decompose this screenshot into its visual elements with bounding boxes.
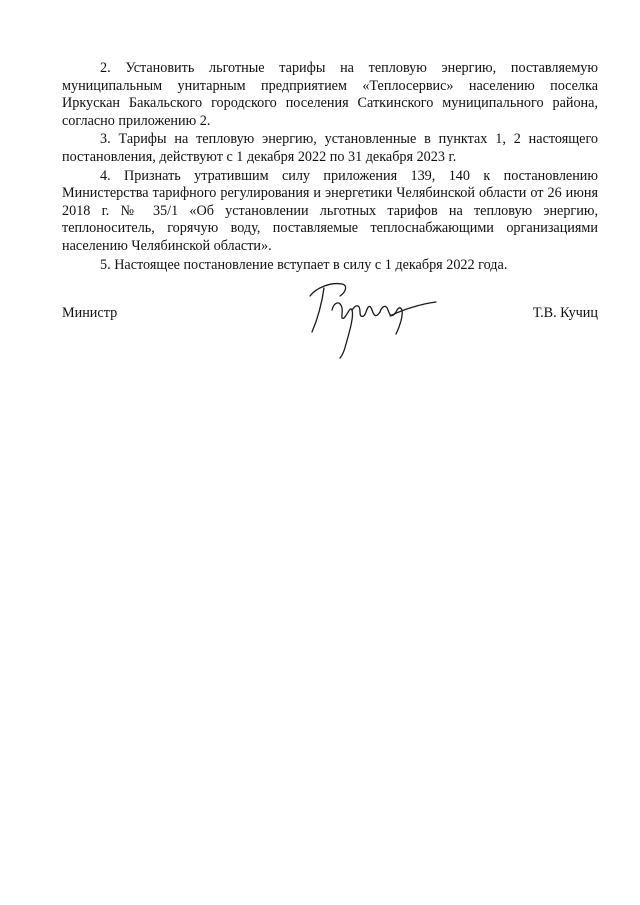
paragraph-number: 5. <box>100 256 111 273</box>
signature-block <box>62 270 598 360</box>
paragraph-number: 2. <box>100 60 111 76</box>
signatory-title: Министр <box>62 305 118 321</box>
document-body <box>62 60 598 275</box>
paragraph-text: Настоящее постановление вступает в силу с 1 декабря 2022 года. <box>114 256 508 273</box>
paragraph-number: 3. <box>100 131 111 148</box>
handwritten-signature <box>302 274 442 360</box>
paragraph-4 <box>62 168 598 256</box>
paragraph-number: 4. <box>100 167 111 184</box>
paragraph-text: Тарифы на тепловую энергию, установленные в пунктах 1, 2 настоящего постановления, действуют с 1 декабря 2022 по 31 декабря 2023 г. <box>62 131 599 165</box>
paragraph-text: Установить льготные тарифы на тепловую энергию, поставляемую муниципальным унитарным предприятием «Теплосервис» населению поселка Иркускан Бакальского городского поселения Саткинского муниципального района, согласно приложению 2. <box>62 60 598 129</box>
signatory-name: Т.В. Кучиц <box>532 305 598 321</box>
paragraph-3 <box>62 131 598 166</box>
paragraph-text: Признать утратившим силу приложения 139, 140 к постановлению Министерства тарифного регулирования и энергетики Челябинской области от 26 июня 2018 г. № 35/1 «Об установлении льготных тарифов на тепловую энергию, теплоноситель, горячую воду, поставляемые теплоснабжающими организациями населению Челябинской области». <box>62 167 598 254</box>
paragraph-2 <box>62 60 598 130</box>
